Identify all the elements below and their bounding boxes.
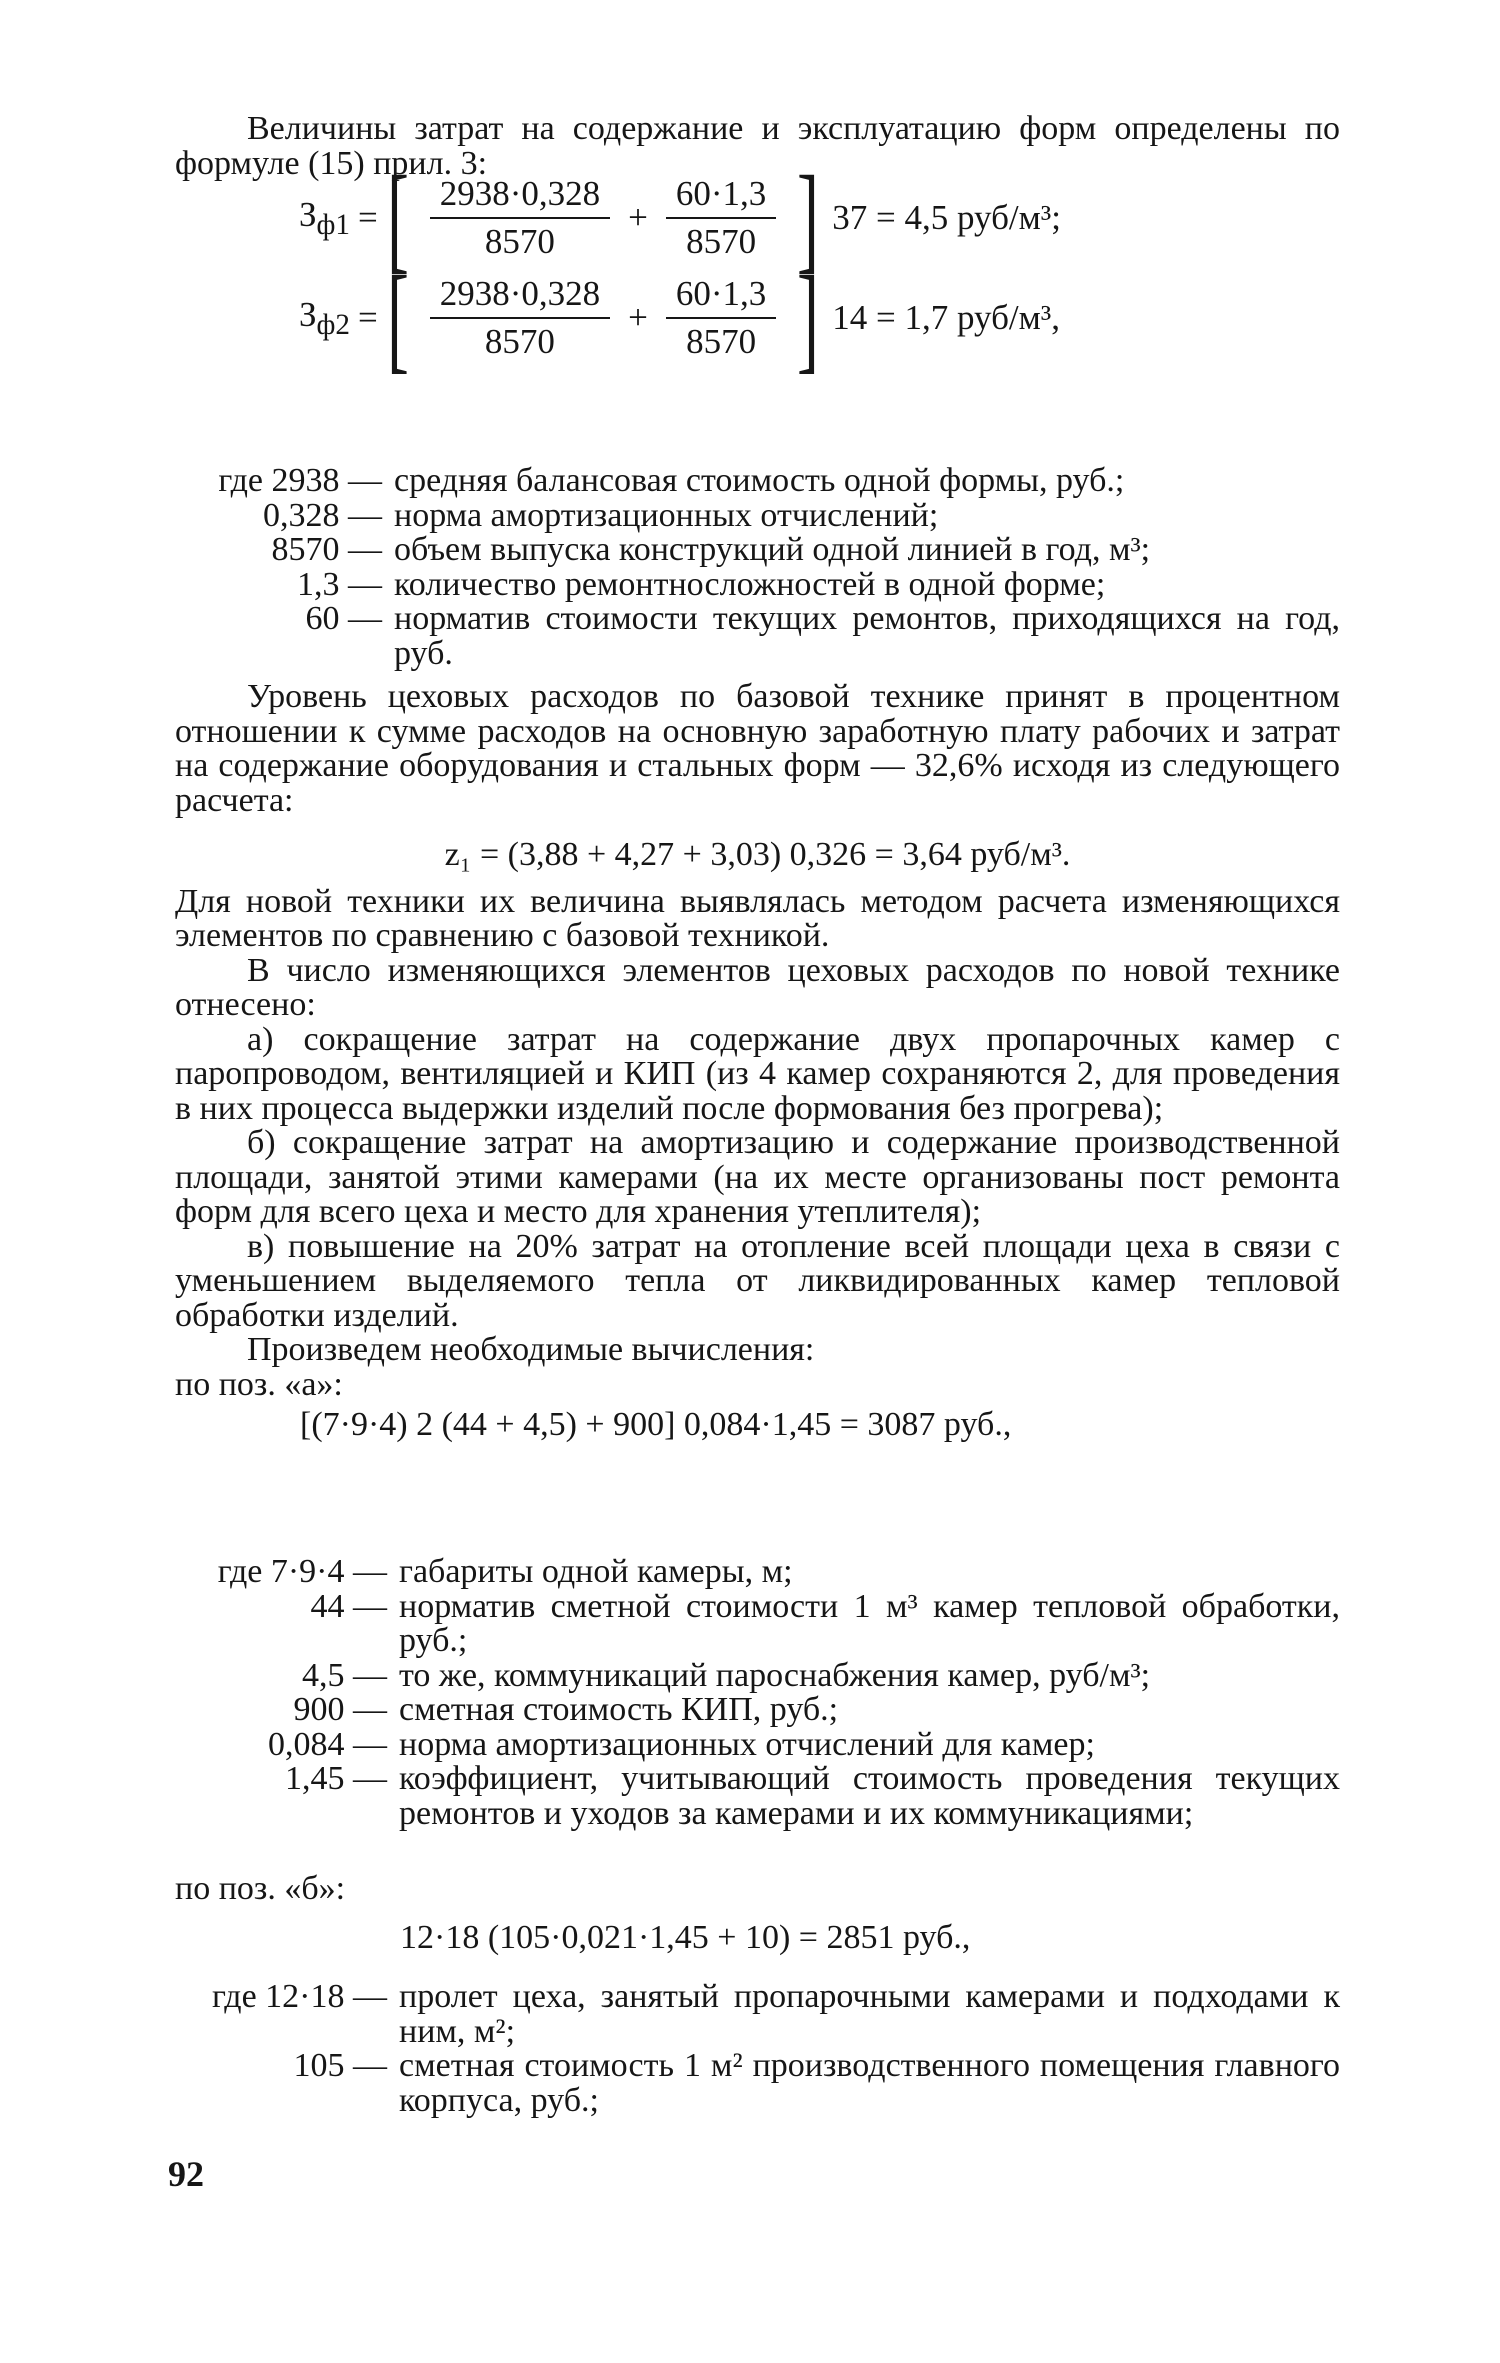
fraction: $\frac{2938\cdot 0,328}{8570}$ <box>430 275 610 361</box>
fraction: $\frac{2938\cdot 0,328}{8570}$ <box>430 175 610 261</box>
fraction: $\frac{60\cdot 1,3}{8570}$ <box>666 175 776 261</box>
position-b-block <box>175 1872 1340 1955</box>
formula-z1: z₁ = (3,88 + 4,27 + 3,03) 0,326 = 3,64 руб/м³. <box>444 836 1071 873</box>
paragraph-v: в) повышение на 20% затрат на отопление всей площади цеха в связи с уменьшением выделяемого тепла от ликвидированных камер тепловой обработки изделий. <box>175 1227 1340 1334</box>
definition-item: где 7·9·4 — габариты одной камеры, м; <box>217 1553 793 1590</box>
paragraph-included: В число изменяющихся элементов цеховых расходов по новой технике отнесено: <box>175 951 1340 1023</box>
definition-item: 900 — сметная стоимость КИП, руб.; <box>293 1691 839 1728</box>
definition-item: 8570 — объем выпуска конструкций одной линией в год, м³; <box>271 531 1151 568</box>
definition-item: где 2938 — средняя балансовая стоимость одной формы, руб.; <box>218 462 1125 499</box>
paragraph-b: б) сокращение затрат на амортизацию и содержание производственной площади, занятой этими камерами (на их месте организованы пост ремонта форм для всего цеха и место для хранения утеплителя); <box>175 1124 1340 1230</box>
definition-item: 1,45 — коэффициент, учитывающий стоимость проведения текущих ремонтов и уходов за камерами и их коммуникациями; <box>285 1760 1340 1832</box>
paragraph-a: а) сокращение затрат на содержание двух пропарочных камер с паропроводом, вентиляцией и КИП (из 4 камер сохраняются 2, для проведения в них процесса выдержки изделий после формования без прогрева); <box>175 1020 1340 1127</box>
definitions-list-1 <box>175 464 1340 671</box>
page-number: 92 <box>168 2154 204 2194</box>
paragraph-new-tech: Для новой техники их величина выявлялась методом расчета изменяющихся элементов по сравнению с базовой техникой. <box>175 882 1340 954</box>
definition-item: 105 — сметная стоимость 1 м² производственного помещения главного корпуса, руб.; <box>293 2047 1340 2119</box>
intro-paragraph: Величины затрат на содержание и эксплуатацию форм определены по формуле (15) прил. 3: <box>175 110 1340 182</box>
formula-b: 12·18 (105·0,021·1,45 + 10) = 2851 руб., <box>400 1918 971 1956</box>
definition-item: где 12·18 — пролет цеха, занятый пропарочными камерами и подходами к ним, м²; <box>212 1978 1340 2050</box>
right-bracket: ] <box>797 251 820 384</box>
position-b-label: по поз. «б»: <box>175 1870 346 1907</box>
definition-item: 1,3 — количество ремонтносложностей в одной форме; <box>297 565 1106 603</box>
left-bracket: [ <box>386 251 409 384</box>
definition-item: 60 — норматив стоимости текущих ремонтов, приходящихся на год, руб. <box>305 600 1340 672</box>
formula-a: [(7·9·4) 2 (44 + 4,5) + 900] 0,084·1,45 = 3087 руб., <box>300 1406 1012 1443</box>
definitions-list-2 <box>175 1555 1340 1831</box>
definitions-list-3 <box>175 1980 1340 2118</box>
fraction: $\frac{60\cdot 1,3}{8570}$ <box>666 275 776 361</box>
formula-zf2: $З_{ф2}$ = [ $\frac{2938\cdot 0,328}{8570}$ + $\frac{60\cdot 1,3}{8570}$ ] 14 = 1,7 руб/м³, <box>298 251 1060 384</box>
definition-item: 0,084 — норма амортизационных отчислений для камер; <box>268 1725 1095 1763</box>
paragraph-level: Уровень цеховых расходов по базовой технике принят в процентном отношении к сумме расходов на основную заработную плату рабочих и затрат на содержание оборудования и стальных форм — 32,6% исходя из следующего расчета: <box>175 678 1340 819</box>
right-bracket: ] <box>797 151 820 284</box>
definition-item: 0,328 — норма амортизационных отчислений; <box>263 496 939 534</box>
definition-item: 4,5 — то же, коммуникаций пароснабжения камер, руб/м³; <box>302 1656 1151 1694</box>
left-bracket: [ <box>386 151 409 284</box>
paragraph-calc: Произведем необходимые вычисления: <box>247 1331 815 1368</box>
formula-zf1: $З_{ф1}$ = [ $\frac{2938\cdot 0,328}{8570}$ + $\frac{60\cdot 1,3}{8570}$ ] 37 = 4,5 руб/м³; <box>298 151 1061 284</box>
position-a-label: по поз. «а»: <box>175 1365 343 1403</box>
definition-item: 44 — норматив сметной стоимости 1 м³ камер тепловой обработки, руб.; <box>310 1587 1340 1659</box>
body-block <box>175 680 1340 1457</box>
